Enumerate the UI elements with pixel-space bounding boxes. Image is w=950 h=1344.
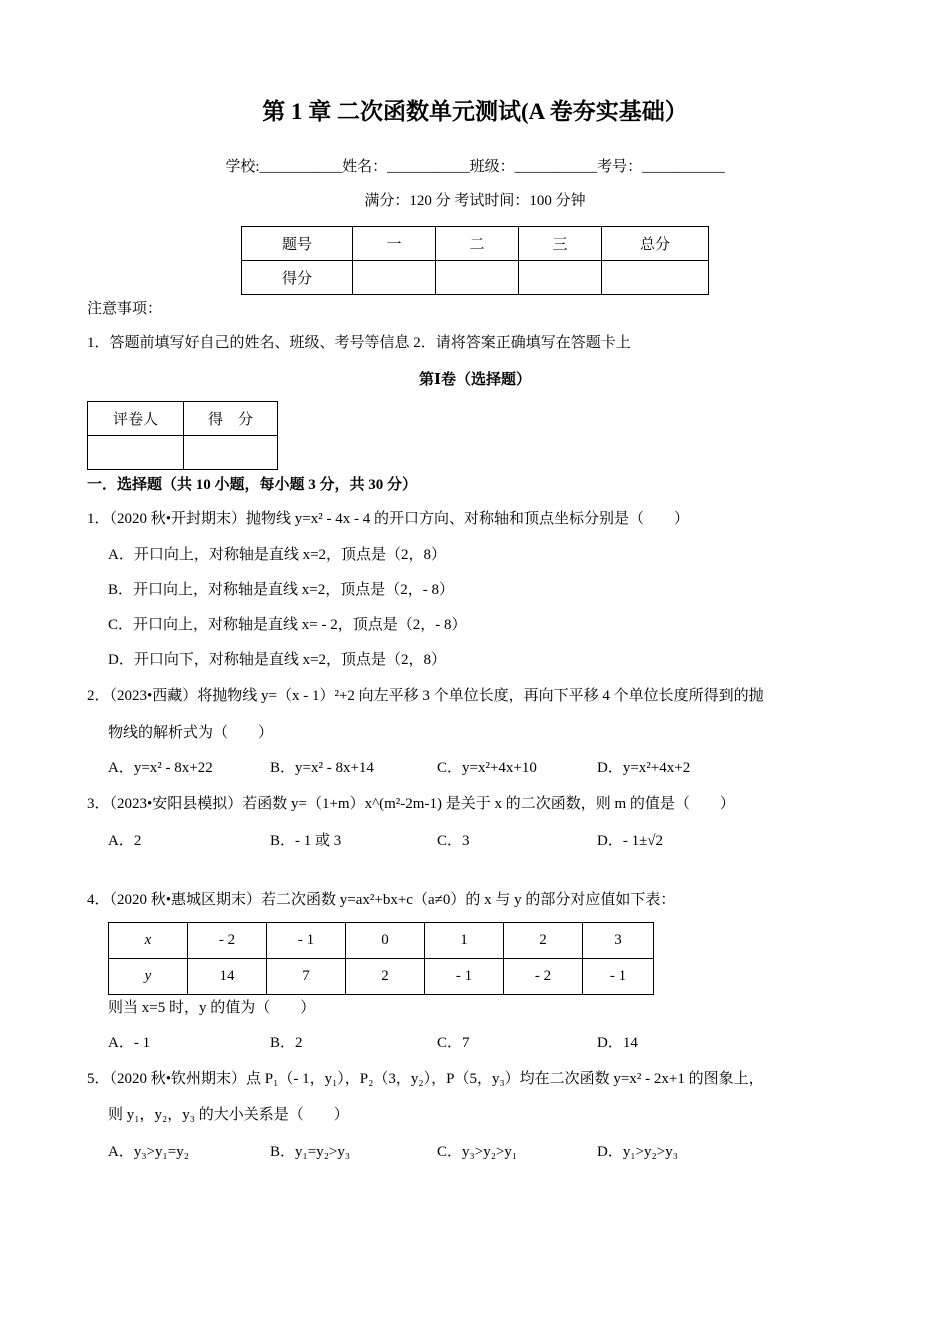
grader-header: 得 分 [184,402,278,436]
question-5-option-d: D．y₁>y₂>y₃ [597,1144,678,1160]
question-3-stem: 3．（2023•安阳县模拟）若函数 y=（1+m）x^(m²-2m-1) 是关于 x 的二次函数，则 m 的值是（ ） [87,796,735,812]
question-5-option-a: A．y₃>y₁=y₂ [108,1144,189,1160]
question-5-option-c: C．y₃>y₂>y₁ [437,1144,518,1160]
score-cell[interactable] [519,261,602,295]
table-cell: 7 [267,959,346,995]
table-cell: x [109,923,188,959]
table-cell: 1 [425,923,504,959]
score-cell[interactable] [602,261,709,295]
table-cell: 3 [583,923,654,959]
question-1-option-b: B．开口向上，对称轴是直线 x=2，顶点是（2，- 8） [108,582,454,598]
notes-text: 1．答题前填写好自己的姓名、班级、考号等信息 2．请将答案正确填写在答题卡上 [87,335,631,351]
table-cell: - 2 [504,959,583,995]
question-1-option-a: A．开口向上，对称轴是直线 x=2，顶点是（2，8） [108,547,447,563]
question-4-option-d: D．14 [597,1035,638,1051]
table-cell: y [109,959,188,995]
question-2-option-b: B．y=x² - 8x+14 [270,760,374,776]
grader-cell[interactable] [88,436,184,470]
grader-cell[interactable] [184,436,278,470]
score-header: 题号 [242,227,353,261]
score-cell[interactable] [353,261,436,295]
table-cell: - 2 [188,923,267,959]
score-header: 三 [519,227,602,261]
grader-table [87,401,278,470]
score-row-label: 得分 [242,261,353,295]
question-4-value-table [108,922,654,995]
score-cell[interactable] [436,261,519,295]
score-header: 一 [353,227,436,261]
table-cell: - 1 [425,959,504,995]
student-info-fields: 学校:___________姓名：___________班级：___________考号：___________ [225,159,725,175]
page-title: 第 1 章 二次函数单元测试(A 卷夯实基础） [262,99,688,124]
part-title: 第Ⅰ卷（选择题） [418,372,532,388]
question-1-option-d: D．开口向下，对称轴是直线 x=2，顶点是（2，8） [108,652,447,668]
question-5-stem: 5．（2020 秋•钦州期末）点 P₁（- 1，y₁），P₂（3，y₂），P（5，y₃）均在二次函数 y=x² - 2x+1 的图象上， [87,1071,764,1087]
score-info: 满分：120 分 考试时间：100 分钟 [364,193,586,209]
score-table [241,226,709,295]
table-cell: 2 [504,923,583,959]
question-2-stem-cont: 物线的解析式为（ ） [108,725,274,741]
score-header: 总分 [602,227,709,261]
question-4-option-a: A．- 1 [108,1035,151,1051]
question-4-option-c: C．7 [437,1035,470,1051]
question-4-stem-cont: 则当 x=5 时，y 的值为（ ） [108,1000,316,1016]
grader-header: 评卷人 [88,402,184,436]
section-heading: 一．选择题（共 10 小题，每小题 3 分，共 30 分） [87,477,418,493]
question-3-option-c: C．3 [437,833,470,849]
question-2-option-d: D．y=x²+4x+2 [597,760,691,776]
question-4-option-b: B．2 [270,1035,303,1051]
table-cell: 0 [346,923,425,959]
question-2-stem: 2．（2023•西藏）将抛物线 y=（x - 1）²+2 向左平移 3 个单位长度，再向下平移 4 个单位长度所得到的抛 [87,688,764,704]
question-2-option-a: A．y=x² - 8x+22 [108,760,213,776]
notes-title: 注意事项： [87,301,163,317]
question-5-stem-cont: 则 y₁，y₂，y₃ 的大小关系是（ ） [108,1107,349,1123]
score-header: 二 [436,227,519,261]
table-cell: 14 [188,959,267,995]
question-1-stem: 1．（2020 秋•开封期末）抛物线 y=x² - 4x - 4 的开口方向、对称轴和顶点坐标分别是（ ） [87,511,689,527]
question-1-option-c: C．开口向上，对称轴是直线 x= - 2，顶点是（2，- 8） [108,617,467,633]
table-cell: 2 [346,959,425,995]
question-2-option-c: C．y=x²+4x+10 [437,760,537,776]
question-3-option-b: B．- 1 或 3 [270,833,342,849]
table-cell: - 1 [267,923,346,959]
table-cell: - 1 [583,959,654,995]
question-3-option-d: D．- 1±√2 [597,833,664,849]
question-4-stem: 4．（2020 秋•惠城区期末）若二次函数 y=ax²+bx+c（a≠0）的 x 与 y 的部分对应值如下表： [87,892,676,908]
question-5-option-b: B．y₁=y₂>y₃ [270,1144,351,1160]
question-3-option-a: A．2 [108,833,142,849]
